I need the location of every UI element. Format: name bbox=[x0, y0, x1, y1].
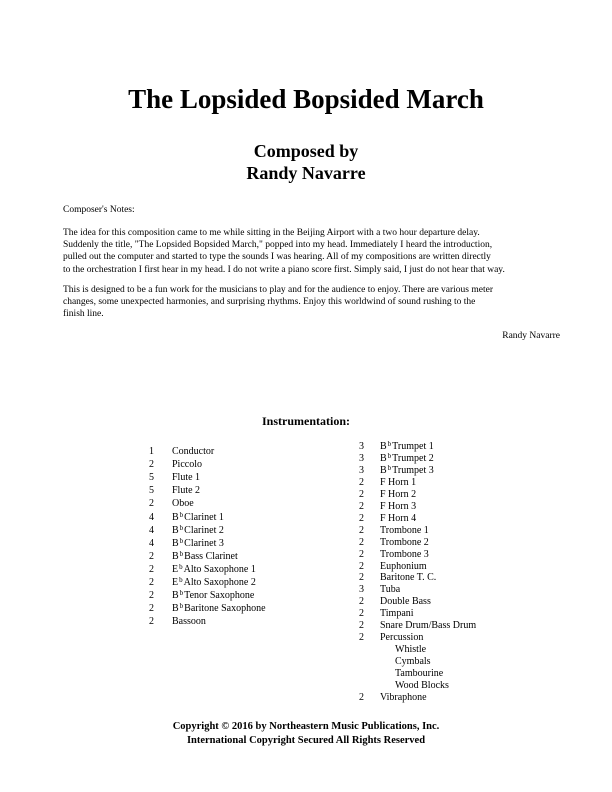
instrument-row bbox=[149, 577, 339, 590]
instrument-row bbox=[149, 551, 339, 564]
instrument-qty: 2 bbox=[149, 498, 154, 510]
instrument-name bbox=[172, 564, 256, 575]
instrument-label: Double Bass bbox=[380, 596, 431, 608]
instrument-name bbox=[380, 441, 434, 452]
instrument-row bbox=[359, 596, 559, 608]
instrument-key: B bbox=[172, 603, 179, 615]
flat-sign: b bbox=[179, 589, 184, 598]
instrument-key: B bbox=[380, 464, 387, 476]
notes-line: finish line. bbox=[63, 309, 104, 320]
flat-sign: b bbox=[179, 510, 184, 519]
instrument-row bbox=[359, 644, 559, 656]
instrument-qty: 4 bbox=[149, 537, 154, 549]
instrument-row bbox=[149, 498, 339, 511]
instrument-row bbox=[359, 656, 559, 668]
instrument-row bbox=[359, 501, 559, 513]
instrument-qty: 2 bbox=[359, 596, 364, 608]
instrument-row bbox=[149, 603, 339, 616]
instrument-key: E bbox=[172, 563, 179, 575]
instrument-name bbox=[172, 446, 214, 457]
instrument-qty: 2 bbox=[359, 500, 364, 512]
notes-signature: Randy Navarre bbox=[502, 331, 560, 341]
instrument-name bbox=[172, 603, 266, 614]
instrument-label: Clarinet 1 bbox=[184, 511, 224, 523]
instrument-row bbox=[359, 549, 559, 561]
instrument-qty: 2 bbox=[149, 590, 154, 602]
flat-sign: b bbox=[387, 463, 392, 472]
instrumentation-title: Instrumentation: bbox=[261, 414, 350, 428]
instrument-name bbox=[172, 459, 202, 470]
instrument-key: B bbox=[172, 537, 179, 549]
flat-sign: b bbox=[179, 602, 184, 611]
instrument-label: Tambourine bbox=[395, 668, 444, 680]
instrument-label: Euphonium bbox=[380, 560, 427, 572]
instrument-name bbox=[380, 477, 416, 488]
instrument-row bbox=[149, 485, 339, 498]
instrument-qty: 5 bbox=[149, 485, 154, 497]
instrument-key: B bbox=[380, 452, 387, 464]
instrument-name bbox=[380, 561, 427, 572]
notes-line: This is designed to be a fun work for the musicians to play and for the audience to enjoy. There are various meter bbox=[63, 285, 494, 295]
instrument-name bbox=[380, 489, 416, 500]
instrument-name bbox=[172, 472, 200, 483]
instrument-row bbox=[149, 472, 339, 485]
instrument-label: Alto Saxophone 1 bbox=[183, 563, 256, 575]
notes-label: Composer's Notes: bbox=[63, 205, 135, 215]
instrument-label: Snare Drum/Bass Drum bbox=[380, 620, 477, 632]
instrument-row bbox=[149, 564, 339, 577]
instrument-name bbox=[380, 513, 416, 524]
composer-credit bbox=[0, 140, 612, 184]
instrument-label: Flute 1 bbox=[172, 472, 201, 484]
instrument-row bbox=[359, 465, 559, 477]
instrument-row bbox=[359, 632, 559, 644]
instrument-row bbox=[359, 668, 559, 680]
instrument-key: B bbox=[172, 550, 179, 562]
instrument-label: Trombone 2 bbox=[380, 536, 429, 548]
instrument-qty: 2 bbox=[359, 488, 364, 500]
instrument-row bbox=[359, 513, 559, 525]
copyright-line: Copyright © 2016 by Northeastern Music Publications, Inc. bbox=[172, 721, 440, 732]
instrument-key: B bbox=[172, 590, 179, 602]
instrument-label: Baritone T. C. bbox=[380, 572, 437, 584]
instrument-list-left bbox=[149, 446, 339, 636]
instrument-row bbox=[149, 538, 339, 551]
instrument-row bbox=[149, 616, 339, 629]
instrument-label: Baritone Saxophone bbox=[184, 603, 266, 615]
instrument-qty: 2 bbox=[149, 550, 154, 562]
instrument-label: F Horn 3 bbox=[380, 500, 417, 512]
flat-sign: b bbox=[179, 562, 183, 571]
instrument-row bbox=[359, 584, 559, 596]
flat-sign: b bbox=[387, 451, 392, 460]
instrument-label: Clarinet 2 bbox=[184, 524, 224, 536]
instrument-qty: 3 bbox=[359, 464, 364, 476]
composed-by-label: Composed by bbox=[253, 141, 359, 161]
instrument-row bbox=[149, 512, 339, 525]
instrument-row bbox=[149, 590, 339, 603]
instrument-row bbox=[359, 525, 559, 537]
instrument-qty: 2 bbox=[149, 603, 154, 615]
instrument-qty: 5 bbox=[149, 472, 154, 484]
instrument-label: Piccolo bbox=[172, 459, 202, 471]
instrument-qty: 2 bbox=[359, 560, 364, 572]
flat-sign: b bbox=[179, 536, 184, 545]
instrument-label: Bass Clarinet bbox=[184, 550, 238, 562]
instrument-label: Trumpet 2 bbox=[392, 452, 434, 464]
instrument-key: B bbox=[172, 524, 179, 536]
instrument-name bbox=[395, 668, 443, 679]
instrument-label: Cymbals bbox=[395, 656, 431, 668]
instrument-label: Timpani bbox=[380, 608, 414, 620]
rights-line: International Copyright Secured All Rights Reserved bbox=[186, 735, 426, 746]
instrument-qty: 2 bbox=[359, 512, 364, 524]
instrument-qty: 2 bbox=[359, 524, 364, 536]
notes-paragraph-1 bbox=[63, 227, 563, 276]
instrument-name bbox=[172, 577, 256, 588]
notes-line: to the orchestration I first hear in my head. I do not write a piano score first. Simply said, I just do not hear that way. bbox=[63, 264, 505, 275]
instrument-name bbox=[380, 537, 429, 548]
instrument-qty: 2 bbox=[149, 616, 154, 628]
instrument-row bbox=[359, 572, 559, 584]
instrument-name bbox=[380, 608, 414, 619]
instrument-key: B bbox=[380, 441, 387, 452]
notes-paragraph-2 bbox=[63, 284, 563, 321]
instrument-name bbox=[172, 538, 224, 549]
instrument-name bbox=[395, 644, 426, 655]
instrument-name bbox=[172, 485, 200, 496]
instrument-qty: 2 bbox=[359, 620, 364, 632]
instrument-label: Alto Saxophone 2 bbox=[183, 577, 256, 588]
instrument-label: F Horn 1 bbox=[380, 476, 417, 488]
notes-line: pulled out the computer and started to type the sounds I was hearing. All of my compositions are written directly bbox=[63, 252, 491, 263]
notes-line: changes, some unexpected harmonies, and surprising rhythms. Enjoy this worldwind of sound rushing to the bbox=[63, 297, 476, 308]
flat-sign: b bbox=[179, 523, 184, 532]
flat-sign: b bbox=[179, 576, 183, 584]
instrument-label: Trombone 3 bbox=[380, 548, 429, 560]
instrument-list-right bbox=[359, 441, 559, 716]
instrument-label: Trombone 1 bbox=[380, 524, 429, 536]
instrument-label: Wood Blocks bbox=[395, 680, 449, 691]
instrument-qty: 2 bbox=[359, 632, 364, 644]
composer-name: Randy Navarre bbox=[246, 163, 366, 183]
instrument-name bbox=[380, 692, 427, 703]
instrument-label: Trumpet 3 bbox=[392, 464, 434, 476]
instrument-name bbox=[172, 512, 224, 523]
instrument-qty: 2 bbox=[359, 476, 364, 488]
instrument-qty: 2 bbox=[149, 577, 154, 588]
instrument-qty: 3 bbox=[359, 452, 364, 464]
instrument-name bbox=[172, 616, 206, 627]
instrument-qty: 4 bbox=[149, 524, 154, 536]
instrument-label: Clarinet 3 bbox=[184, 537, 224, 549]
instrument-qty: 2 bbox=[359, 548, 364, 560]
instrument-label: Vibraphone bbox=[380, 691, 427, 703]
instrument-qty: 2 bbox=[359, 608, 364, 620]
instrument-name bbox=[380, 465, 434, 476]
instrument-name bbox=[380, 632, 423, 643]
instrument-key: B bbox=[172, 511, 179, 523]
instrument-label: Oboe bbox=[172, 498, 194, 510]
instrument-name bbox=[380, 525, 429, 536]
instrument-qty: 3 bbox=[359, 441, 364, 452]
copyright-footer bbox=[0, 720, 612, 748]
instrument-row bbox=[359, 561, 559, 573]
instrument-name bbox=[380, 572, 436, 583]
instrument-qty: 2 bbox=[359, 536, 364, 548]
instrument-qty: 2 bbox=[359, 691, 364, 703]
instrument-label: Trumpet 1 bbox=[392, 441, 434, 452]
instrument-name bbox=[172, 551, 238, 562]
instrument-label: Whistle bbox=[395, 644, 427, 656]
instrument-name bbox=[380, 596, 431, 607]
flat-sign: b bbox=[387, 440, 392, 448]
instrument-row bbox=[149, 446, 339, 459]
instrument-label: Bassoon bbox=[172, 616, 206, 628]
instrument-name bbox=[380, 453, 434, 464]
instrument-label: Tuba bbox=[380, 584, 401, 596]
instrument-row bbox=[149, 525, 339, 538]
instrument-label: Conductor bbox=[172, 446, 215, 457]
instrument-qty: 2 bbox=[149, 563, 154, 575]
page-title: The Lopsided Bopsided March bbox=[128, 84, 484, 114]
instrument-name bbox=[172, 525, 224, 536]
instrument-row bbox=[359, 477, 559, 489]
instrument-name bbox=[172, 498, 194, 509]
instrument-key: E bbox=[172, 577, 179, 588]
flat-sign: b bbox=[179, 549, 184, 558]
instrument-qty: 1 bbox=[149, 446, 154, 457]
instrument-qty: 2 bbox=[149, 459, 154, 471]
notes-line: Suddenly the title, "The Lopsided Bopsided March," popped into my head. Immediately I heard the introduction, bbox=[63, 240, 493, 251]
instrument-qty: 2 bbox=[359, 572, 364, 584]
instrument-label: F Horn 2 bbox=[380, 488, 417, 500]
instrument-row bbox=[359, 680, 559, 692]
instrument-row bbox=[359, 620, 559, 632]
notes-line: The idea for this composition came to me while sitting in the Beijing Airport with a two hour departure delay. bbox=[63, 228, 480, 238]
instrument-row bbox=[149, 459, 339, 472]
instrument-name bbox=[380, 501, 416, 512]
instrument-name bbox=[380, 549, 429, 560]
instrument-label: F Horn 4 bbox=[380, 512, 417, 524]
instrument-name bbox=[172, 590, 254, 601]
instrument-name bbox=[395, 656, 431, 667]
instrument-label: Flute 2 bbox=[172, 485, 201, 497]
instrument-row bbox=[359, 692, 559, 704]
instrument-row bbox=[359, 608, 559, 620]
instrument-qty: 3 bbox=[359, 584, 364, 596]
instrument-name bbox=[380, 620, 476, 631]
instrument-name bbox=[380, 584, 400, 595]
instrument-qty: 4 bbox=[149, 511, 154, 523]
instrument-row bbox=[359, 489, 559, 501]
instrument-row bbox=[359, 537, 559, 549]
instrument-name bbox=[395, 680, 449, 691]
instrument-label: Percussion bbox=[380, 632, 424, 644]
instrument-label: Tenor Saxophone bbox=[184, 590, 255, 602]
